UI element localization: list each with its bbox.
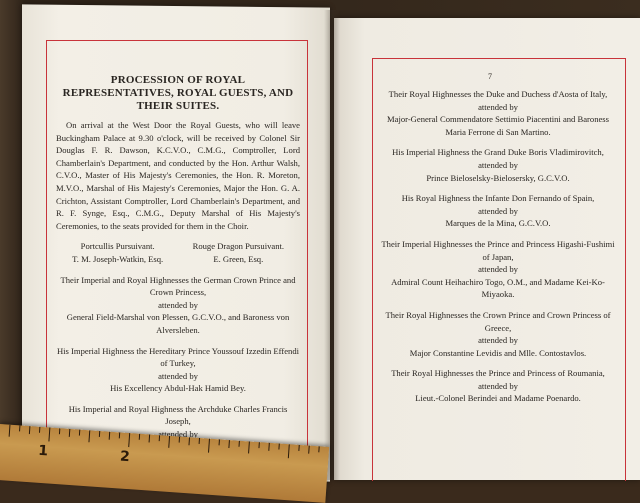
procession-title: PROCESSION OF ROYAL REPRESENTATIVES, ROYAL GUESTS, AND THEIR SUITES. (56, 74, 300, 113)
guest-line: His Imperial Highness the Grand Duke Boris Vladimirovitch, (380, 146, 616, 159)
book-gutter (324, 10, 340, 480)
left-page-content (56, 74, 300, 449)
suite-line: Major-General Commendatore Settimio Piacentini and Baroness Maria Ferrone di San Martino. (380, 113, 616, 138)
procession-entry (56, 274, 300, 337)
pursuivants-row (56, 240, 300, 265)
pursuivant-portcullis (62, 240, 173, 265)
guest-line: Their Royal Highnesses the Prince and Princess of Roumania, (380, 367, 616, 380)
procession-entry (380, 238, 616, 301)
procession-entry (380, 309, 616, 359)
right-page-content (380, 88, 616, 413)
attended-by: attended by (56, 428, 300, 441)
guest-line: Their Imperial Highnesses the Prince and Princess Higashi-Fushimi of Japan, (380, 238, 616, 263)
intro-paragraph: On arrival at the West Door the Royal Guests, who will leave Buckingham Palace at 9.30 o'clock, will be received by Colonel Sir Douglas F. R. Dawson, K.C.V.O., C.M.G., Comptroller, Lord Chamberlain's Department, and conducted by the Hon. Arthur Walsh, C.V.O., Master of His Majesty's Ceremonies, the Hon. R. Moreton, M.V.O., Marshal of His Majesty's Ceremonies, Major the Hon. G. A. Crichton, Assistant Comptroller, Lord Chamberlain's Department, and R. F. Synge, Esq., C.M.G., Deputy Marshal of His Majesty's Ceremonies, to the seats provided for them in the Choir. (56, 119, 300, 232)
attended-by: attended by (380, 334, 616, 347)
guest-line: His Imperial and Royal Highness the Archduke Charles Francis Joseph, (56, 403, 300, 428)
suite-line: Lieut.-Colonel Berindei and Madame Poenardo. (380, 392, 616, 405)
attended-by: attended by (380, 159, 616, 172)
attended-by: attended by (380, 101, 616, 114)
suite-line: Admiral Count Heihachiro Togo, O.M., and Madame Kei-Ko-Miyaoka. (380, 276, 616, 301)
procession-entry (56, 345, 300, 395)
pursuivant-rouge-dragon (183, 240, 294, 265)
procession-entry (380, 367, 616, 405)
procession-entry (380, 192, 616, 230)
guest-line: His Royal Highness the Infante Don Fernando of Spain, (380, 192, 616, 205)
suite-line: His Excellency Abdul-Hak Hamid Bey. (56, 382, 300, 395)
procession-entry (380, 88, 616, 138)
suite-line: Major Constantine Levidis and Mlle. Contostavlos. (380, 347, 616, 360)
suite-line: Prince Bieloselsky-Bielosersky, G.C.V.O. (380, 172, 616, 185)
guest-line: His Imperial Highness the Hereditary Prince Youssouf Izzedin Effendi of Turkey, (56, 345, 300, 370)
ruler-number: 2 (119, 448, 130, 465)
guest-line: Their Imperial and Royal Highnesses the German Crown Prince and Crown Princess, (56, 274, 300, 299)
ruler-number: 1 (38, 443, 49, 460)
suite-line: Marques de la Mina, G.C.V.O. (380, 217, 616, 230)
page-number: 7 (488, 72, 492, 81)
pursuivant-name: T. M. Joseph-Watkin, Esq. (62, 253, 173, 266)
suite-line: General Field-Marshal von Plessen, G.C.V.O., and Baroness von Alversleben. (56, 311, 300, 336)
attended-by: attended by (380, 263, 616, 276)
attended-by: attended by (56, 370, 300, 383)
procession-entry (380, 146, 616, 184)
attended-by: attended by (380, 205, 616, 218)
guest-line: Their Royal Highnesses the Duke and Duchess d'Aosta of Italy, (380, 88, 616, 101)
pursuivant-title: Portcullis Pursuivant. (62, 240, 173, 253)
attended-by: attended by (380, 380, 616, 393)
guest-line: Their Royal Highnesses the Crown Prince and Crown Princess of Greece, (380, 309, 616, 334)
pursuivant-title: Rouge Dragon Pursuivant. (183, 240, 294, 253)
attended-by: attended by (56, 299, 300, 312)
pursuivant-name: E. Green, Esq. (183, 253, 294, 266)
